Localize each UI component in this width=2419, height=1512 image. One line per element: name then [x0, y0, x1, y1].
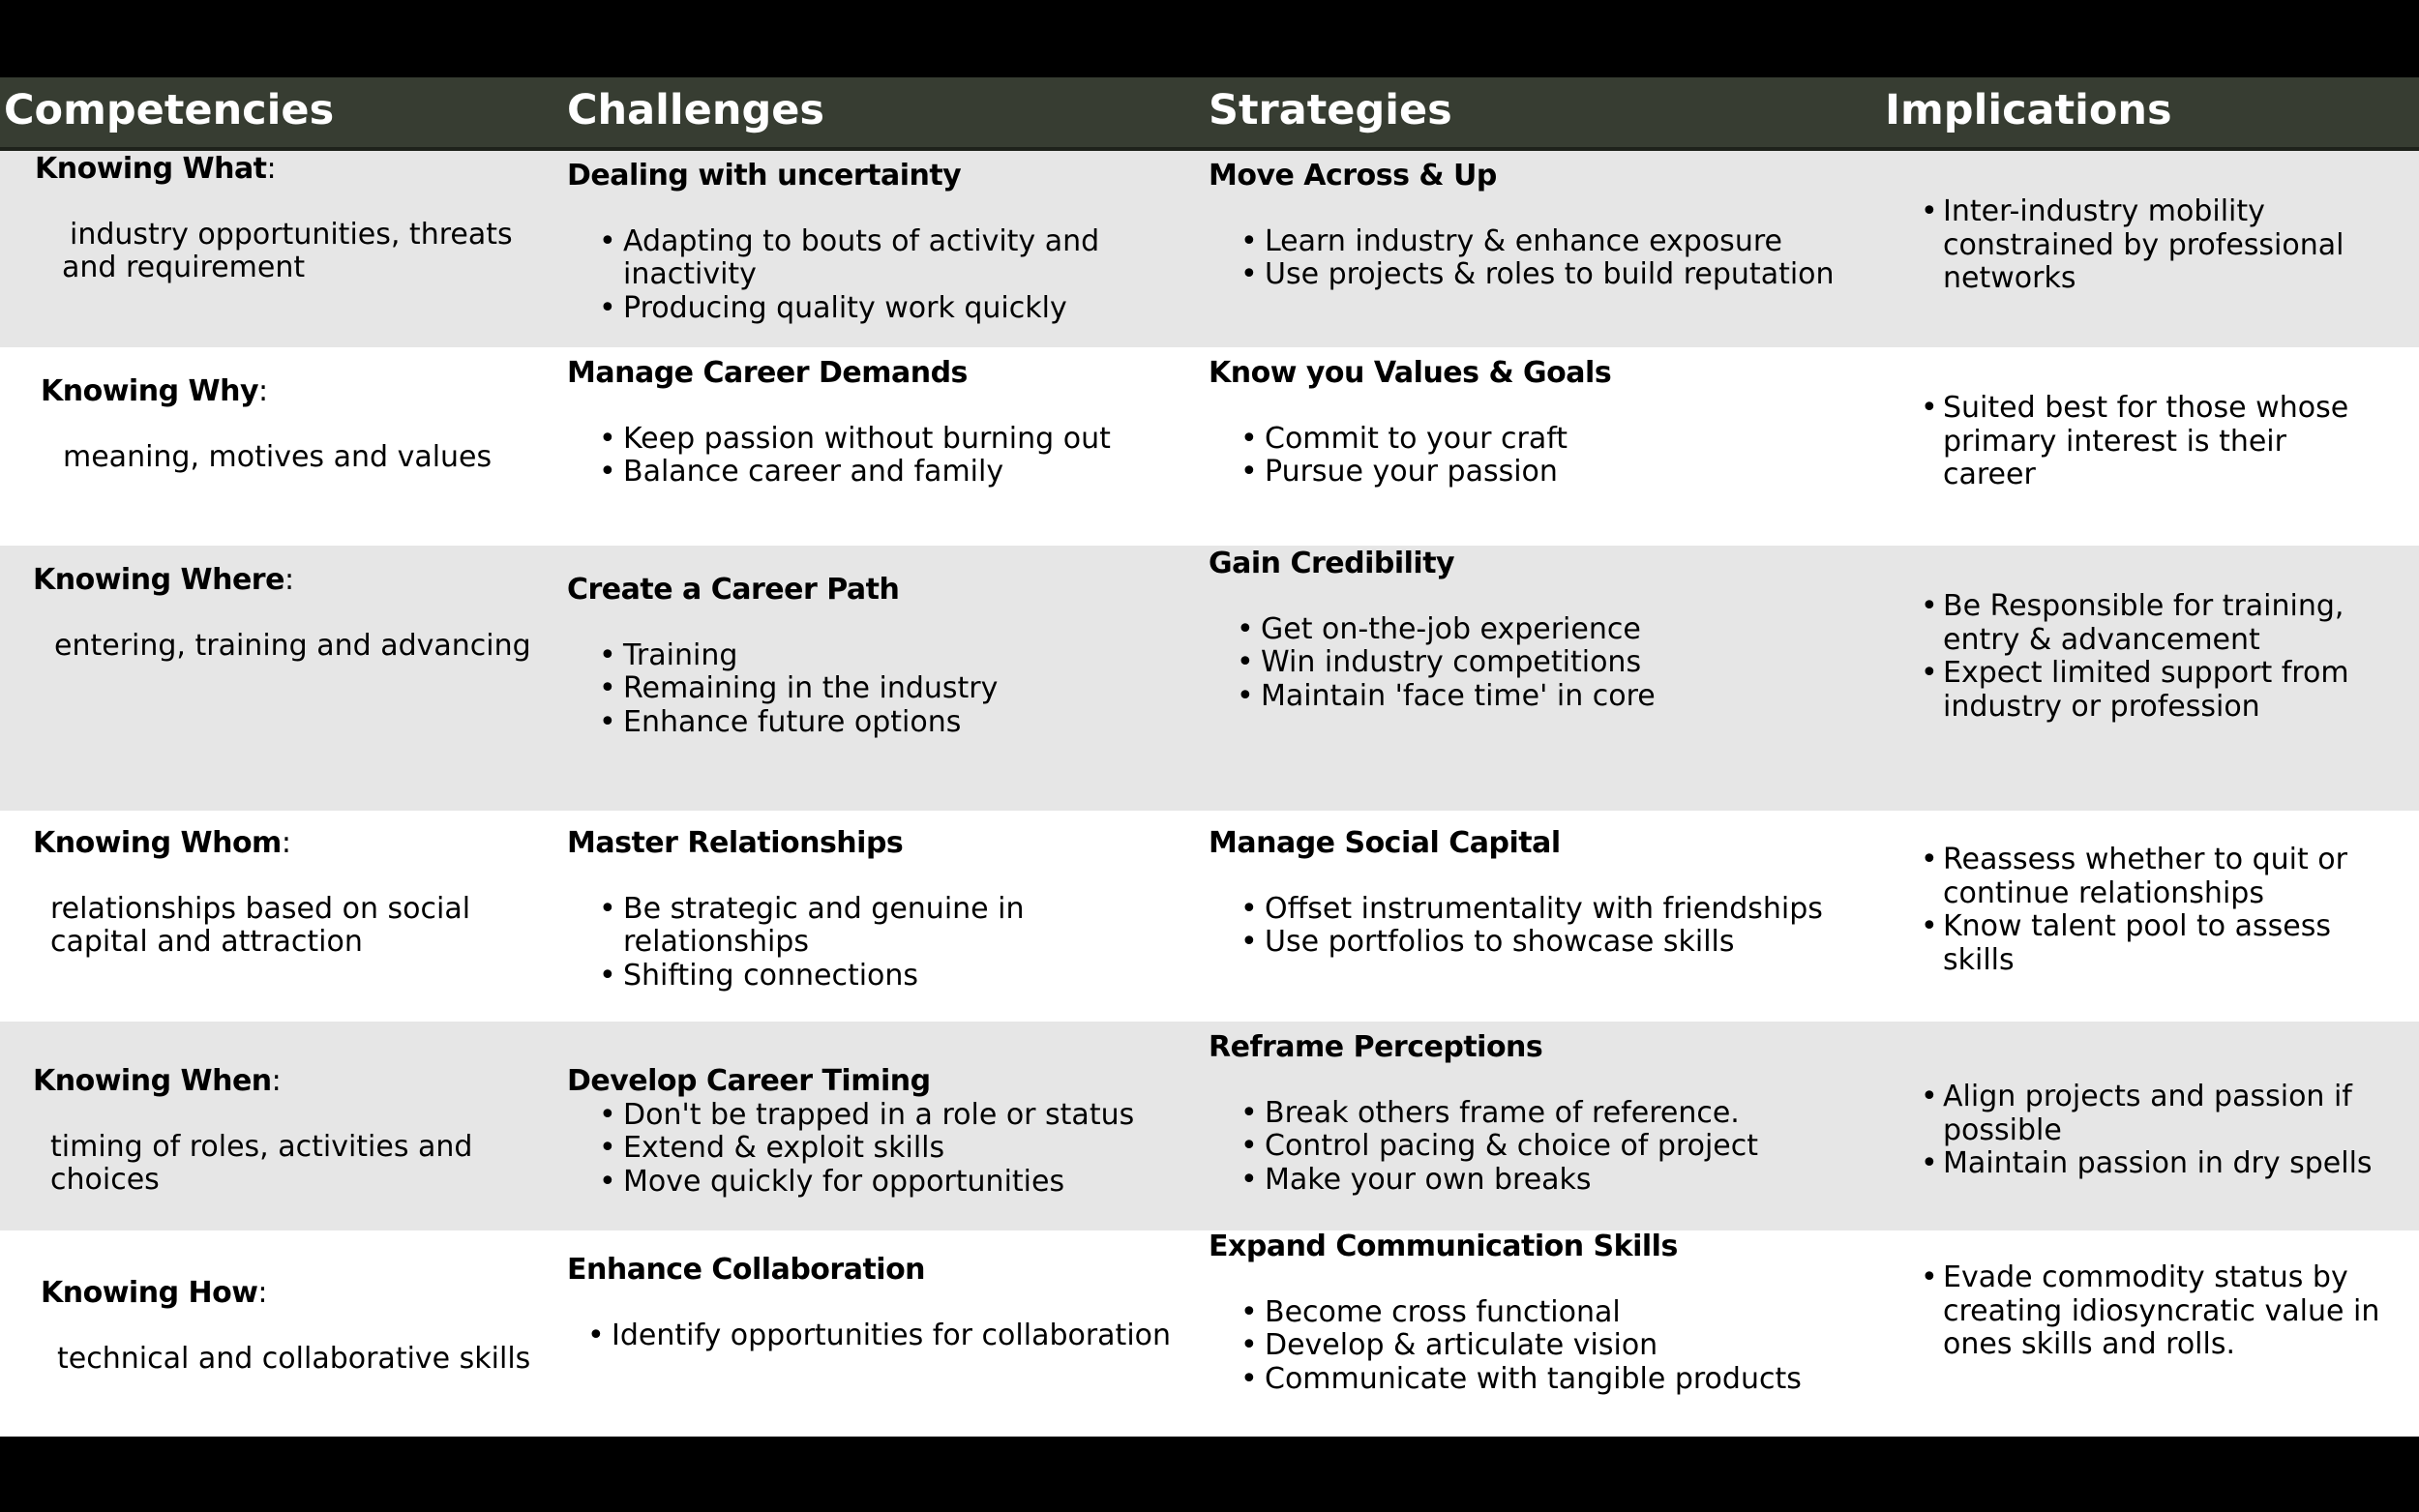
list-item: • Expect limited support from industry or profession: [1921, 657, 2404, 724]
strategy-cell: [1209, 160, 1876, 292]
competency-title: Knowing When: [33, 1064, 272, 1098]
competency-cell: Knowing When: timing of roles, activities and choices: [33, 1065, 517, 1198]
competency-title: Knowing Whom: [33, 826, 282, 860]
challenge-list: [567, 1099, 1206, 1200]
strategy-cell: [1209, 827, 1876, 960]
list-item: • Develop & articulate vision: [1209, 1329, 1876, 1363]
challenge-list: [567, 639, 1206, 740]
implications-cell: [1921, 844, 2404, 977]
challenge-cell: [567, 1254, 1206, 1352]
list-item: • Enhance future options: [567, 706, 1206, 740]
list-item: • Shifting connections: [567, 960, 1206, 993]
list-item: • Keep passion without burning out: [567, 423, 1206, 457]
strategy-cell: [1209, 548, 1876, 713]
implications-list: [1921, 392, 2385, 492]
list-item: • Offset instrumentality with friendships: [1209, 893, 1876, 927]
list-item: • Remaining in the industry: [567, 672, 1206, 706]
competency-desc: entering, training and advancing: [54, 628, 531, 663]
table-row: [0, 1022, 2419, 1230]
challenge-cell: [567, 357, 1206, 489]
list-item: • Become cross functional: [1209, 1296, 1876, 1330]
challenge-title: Manage Career Demands: [567, 356, 968, 390]
challenge-list: [555, 1319, 1206, 1353]
competency-desc: meaning, motives and values: [63, 439, 493, 474]
table-header: [0, 77, 2419, 151]
list-item: • Reassess whether to quit or continue relationships: [1921, 844, 2404, 910]
challenge-list: [567, 225, 1206, 326]
list-item: • Control pacing & choice of project: [1209, 1130, 1876, 1164]
challenge-list: [567, 423, 1206, 489]
strategy-list: [1209, 1097, 1876, 1198]
challenge-cell: [567, 574, 1206, 739]
list-item: • Know talent pool to assess skills: [1921, 910, 2404, 977]
list-item: • Identify opportunities for collaboration: [555, 1319, 1206, 1353]
list-item: • Get on-the-job experience: [1205, 613, 1876, 647]
list-item: • Learn industry & enhance exposure: [1209, 225, 1876, 259]
challenge-title: Master Relationships: [567, 826, 904, 860]
list-item: • Maintain 'face time' in core: [1205, 680, 1876, 714]
implications-list: [1921, 1081, 2404, 1181]
career-competencies-table: [0, 77, 2419, 1437]
challenge-title: Enhance Collaboration: [567, 1253, 926, 1287]
list-item: • Make your own breaks: [1209, 1164, 1876, 1198]
strategy-title: Expand Communication Skills: [1209, 1230, 1678, 1263]
competency-cell: Knowing How: technical and collaborative skills: [41, 1277, 544, 1376]
competency-title: Knowing Where: [33, 563, 284, 597]
list-item: • Be Responsible for training, entry & advancement: [1921, 590, 2404, 657]
competency-cell: Knowing Why: meaning, motives and values: [41, 375, 524, 474]
strategy-cell: [1209, 1230, 1876, 1396]
strategy-title: Manage Social Capital: [1209, 826, 1561, 860]
challenge-cell: [567, 160, 1206, 325]
competency-cell: Knowing What: industry opportunities, threats and requirement: [35, 153, 519, 285]
list-item: • Producing quality work quickly: [567, 292, 1206, 326]
list-item: • Commit to your craft: [1209, 423, 1876, 457]
competency-desc: timing of roles, activities and choices: [50, 1129, 473, 1197]
table-row: [0, 347, 2419, 546]
challenge-title: Create a Career Path: [567, 573, 900, 607]
list-item: • Move quickly for opportunities: [567, 1166, 1206, 1200]
strategy-title: Gain Credibility: [1209, 547, 1455, 580]
implications-cell: [1921, 195, 2385, 296]
header-strategies: Strategies: [1209, 86, 1452, 134]
strategy-title: Know you Values & Goals: [1209, 356, 1612, 390]
list-item: • Suited best for those whose primary interest is their career: [1921, 392, 2385, 492]
implications-cell: [1921, 1081, 2404, 1181]
strategy-title: Move Across & Up: [1209, 159, 1497, 193]
list-item: • Align projects and passion if possible: [1921, 1081, 2404, 1147]
list-item: • Don't be trapped in a role or status: [567, 1099, 1206, 1133]
implications-list: [1921, 195, 2385, 296]
list-item: • Be strategic and genuine in relationships: [567, 893, 1206, 960]
header-implications: Implications: [1885, 86, 2172, 134]
strategy-cell: [1209, 357, 1876, 489]
list-item: • Use projects & roles to build reputation: [1209, 258, 1876, 292]
header-challenges: Challenges: [567, 86, 824, 134]
list-item: • Maintain passion in dry spells: [1921, 1147, 2404, 1181]
list-item: • Use portfolios to showcase skills: [1209, 926, 1876, 960]
list-item: • Communicate with tangible products: [1209, 1363, 1876, 1397]
implications-list: [1921, 1261, 2385, 1362]
challenge-list: [567, 893, 1206, 993]
list-item: • Pursue your passion: [1209, 456, 1876, 489]
table-row: [0, 1230, 2419, 1437]
header-competencies: Competencies: [4, 86, 335, 134]
table-row: [0, 151, 2419, 347]
list-item: • Adapting to bouts of activity and inactivity: [567, 225, 1206, 292]
implications-list: [1921, 844, 2404, 977]
competency-title: Knowing How: [41, 1276, 258, 1310]
strategy-list: [1205, 613, 1876, 714]
strategy-title: Reframe Perceptions: [1209, 1030, 1543, 1064]
list-item: • Training: [567, 639, 1206, 673]
competency-desc: relationships based on social capital and attraction: [50, 891, 471, 959]
challenge-title: Dealing with uncertainty: [567, 159, 962, 193]
list-item: • Extend & exploit skills: [567, 1132, 1206, 1166]
list-item: • Break others frame of reference.: [1209, 1097, 1876, 1131]
implications-list: [1921, 590, 2404, 724]
implications-cell: [1921, 590, 2404, 724]
strategy-list: [1209, 1296, 1876, 1397]
competency-cell: Knowing Where: entering, training and advancing: [33, 564, 536, 663]
strategy-list: [1209, 893, 1876, 960]
strategy-cell: [1209, 1031, 1876, 1197]
challenge-cell: [567, 827, 1206, 993]
implications-cell: [1921, 1261, 2385, 1362]
competency-cell: Knowing Whom: relationships based on social capital and attraction: [33, 827, 517, 960]
competency-title: Knowing What: [35, 152, 267, 186]
competency-title: Knowing Why: [41, 374, 258, 408]
implications-cell: [1921, 392, 2385, 492]
competency-desc: technical and collaborative skills: [57, 1341, 531, 1376]
list-item: • Balance career and family: [567, 456, 1206, 489]
competency-desc: industry opportunities, threats and requirement: [62, 217, 513, 284]
table-row: [0, 811, 2419, 1022]
list-item: • Inter-industry mobility constrained by professional networks: [1921, 195, 2385, 296]
table-row: [0, 546, 2419, 811]
strategy-list: [1209, 225, 1876, 292]
challenge-title: Develop Career Timing: [567, 1064, 931, 1098]
list-item: • Evade commodity status by creating idiosyncratic value in ones skills and rolls.: [1921, 1261, 2385, 1362]
list-item: • Win industry competitions: [1205, 646, 1876, 680]
challenge-cell: [567, 1065, 1206, 1199]
strategy-list: [1209, 423, 1876, 489]
